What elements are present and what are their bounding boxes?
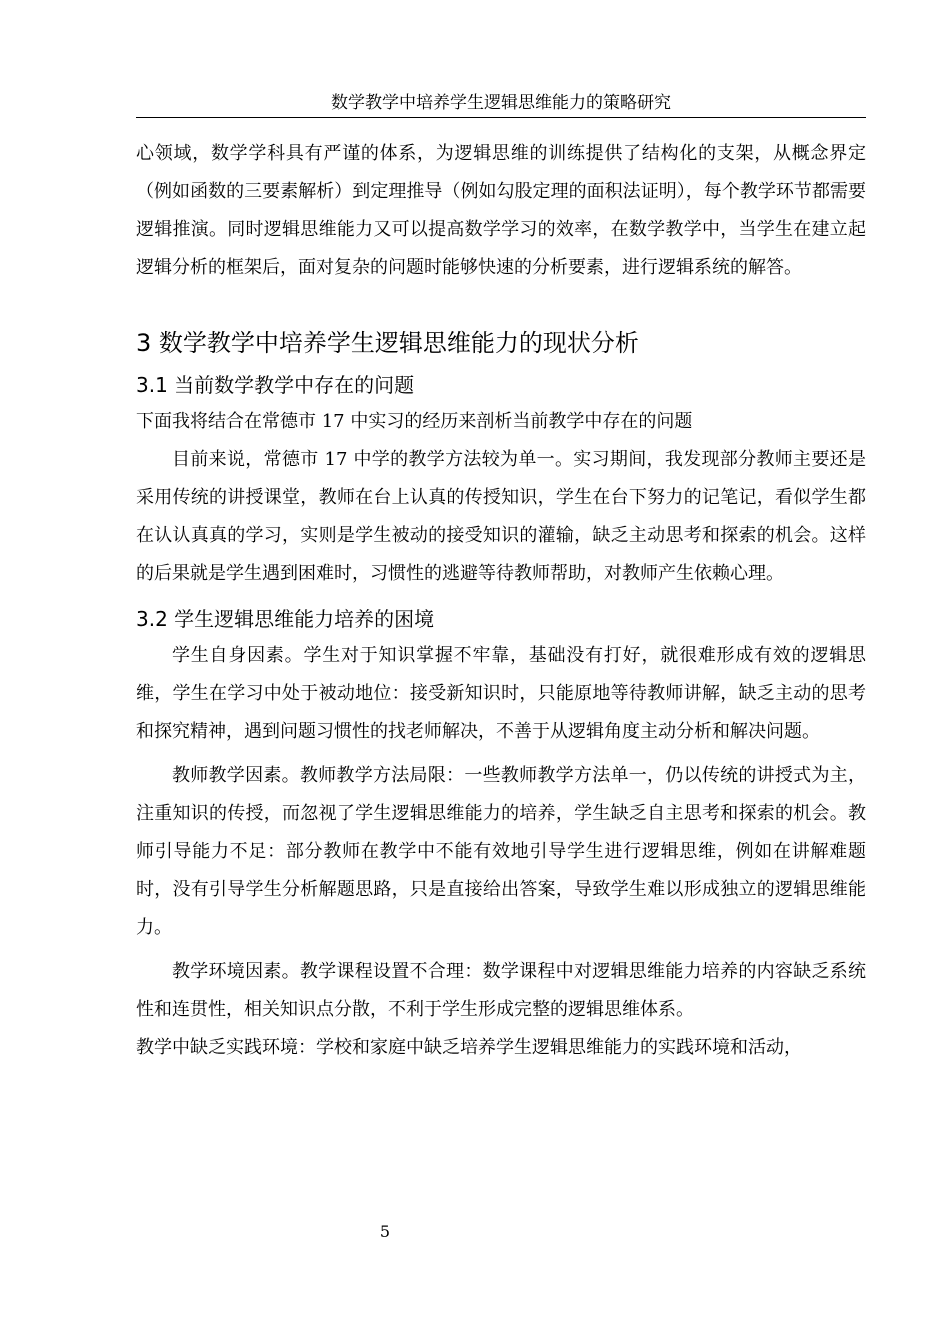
section-3-1-paragraph: 目前来说，常德市 17 中学的教学方法较为单一。实习期间，我发现部分教师主要还是采用传统的讲授课堂，教师在台上认真的传授知识，学生在台下努力的记笔记，看似学生都在认认真真的学习，实则是学生被动的接受知识的灌输，缺乏主动思考和探索的机会。这样的后果就是学生遇到困难时，习惯性的逃避等待教师帮助，对教师产生依赖心理。	[136, 449, 866, 584]
section-3-1-heading: 3.1 当前数学教学中存在的问题	[136, 373, 415, 397]
practice-environment-paragraph: 教学中缺乏实践环境：学校和家庭中缺乏培养学生逻辑思维能力的实践环境和活动，	[136, 1037, 802, 1058]
intro-paragraph: 心领域，数学学科具有严谨的体系，为逻辑思维的训练提供了结构化的支架，从概念界定（例如函数的三要素解析）到定理推导（例如勾股定理的面积法证明），每个教学环节都需要逻辑推演。同时逻辑思维能力又可以提高数学学习的效率，在数学教学中，当学生在建立起逻辑分析的框架后，面对复杂的问题时能够快速的分析要素，进行逻辑系统的解答。	[136, 143, 866, 278]
section-3-heading: 3 数学教学中培养学生逻辑思维能力的现状分析	[136, 329, 639, 357]
page-body	[136, 135, 866, 1067]
section-3-2-heading: 3.2 学生逻辑思维能力培养的困境	[136, 607, 435, 631]
student-factors-paragraph: 学生自身因素。学生对于知识掌握不牢靠，基础没有打好，就很难形成有效的逻辑思维，学生在学习中处于被动地位：接受新知识时，只能原地等待教师讲解，缺乏主动的思考和探究精神，遇到问题习惯性的找老师解决，不善于从逻辑角度主动分析和解决问题。	[136, 645, 866, 742]
section-3-1-lead: 下面我将结合在常德市 17 中实习的经历来剖析当前教学中存在的问题	[136, 411, 693, 432]
environment-factors-paragraph: 教学环境因素。教学课程设置不合理：数学课程中对逻辑思维能力培养的内容缺乏系统性和连贯性，相关知识点分散，不利于学生形成完整的逻辑思维体系。	[136, 961, 866, 1020]
running-header: 数学教学中培养学生逻辑思维能力的策略研究	[136, 92, 866, 118]
page-number: 5	[379, 1222, 391, 1241]
teacher-factors-paragraph: 教师教学因素。教师教学方法局限：一些教师教学方法单一，仍以传统的讲授式为主，注重知识的传授，而忽视了学生逻辑思维能力的培养，学生缺乏自主思考和探索的机会。教师引导能力不足：部分教师在教学中不能有效地引导学生进行逻辑思维，例如在讲解难题时，没有引导学生分析解题思路，只是直接给出答案，导致学生难以形成独立的逻辑思维能力。	[136, 765, 866, 938]
